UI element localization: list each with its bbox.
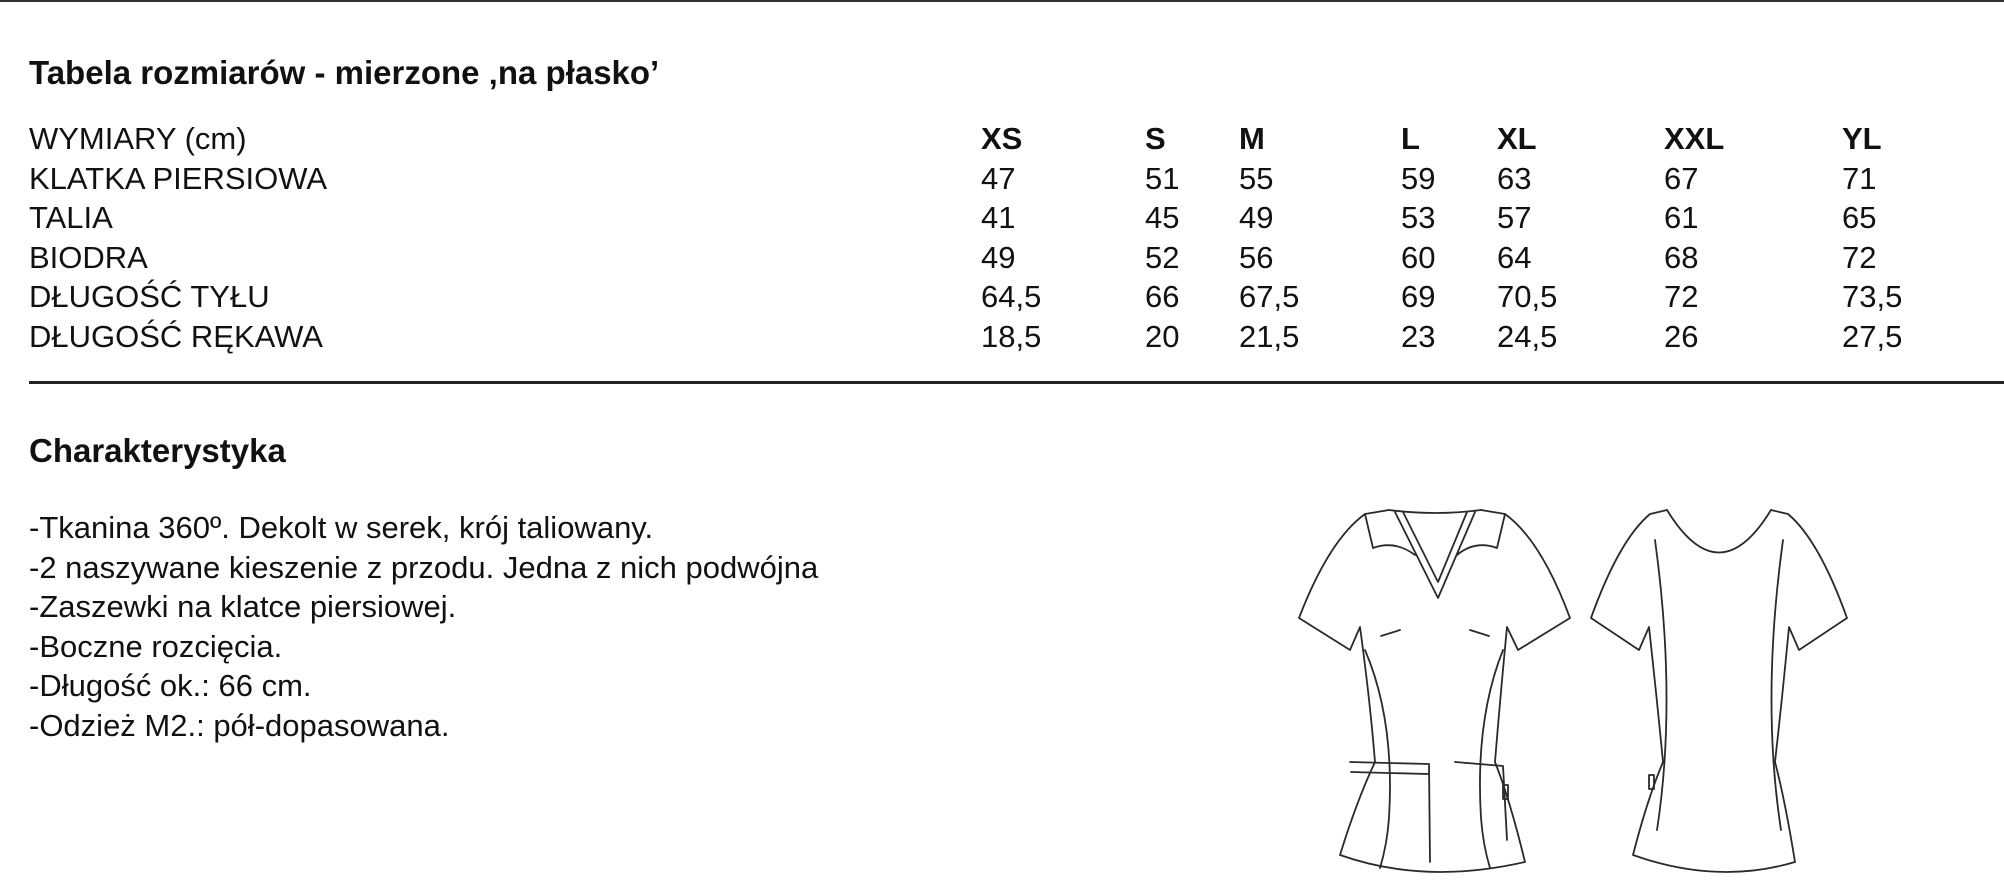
list-item: -Odzież M2.: pół-dopasowana.	[29, 707, 450, 743]
table-cell: 49	[981, 239, 1016, 275]
scrub-top-front-icon	[1299, 510, 1570, 872]
table-cell: 64,5	[981, 279, 1042, 314]
size-header-m: M	[1239, 121, 1265, 156]
table-cell: 73,5	[1842, 279, 1903, 314]
table-row	[29, 238, 1962, 278]
table-cell: 51	[1145, 160, 1180, 196]
table-cell: 71	[1842, 160, 1877, 196]
table-cell: 24,5	[1497, 318, 1558, 354]
row-label: DŁUGOŚĆ TYŁU	[29, 279, 270, 314]
row-label: DŁUGOŚĆ RĘKAWA	[29, 318, 323, 354]
characteristics-list	[29, 508, 818, 745]
row-label: TALIA	[29, 200, 113, 235]
size-chart-table	[29, 119, 1962, 356]
scrub-top-back-icon	[1591, 510, 1847, 872]
table-cell: 21,5	[1239, 318, 1300, 354]
table-cell: 56	[1239, 239, 1274, 275]
list-item: -Tkanina 360º. Dekolt w serek, krój taliowany.	[29, 510, 654, 545]
table-cell: 18,5	[981, 318, 1042, 354]
table-cell: 68	[1664, 239, 1699, 275]
table-cell: 52	[1145, 239, 1180, 275]
table-cell: 64	[1497, 239, 1532, 275]
table-cell: 20	[1145, 318, 1180, 354]
dimensions-header: WYMIARY (cm)	[29, 121, 247, 156]
table-cell: 60	[1401, 239, 1436, 275]
table-cell: 69	[1401, 279, 1436, 314]
size-header-yl: YL	[1842, 121, 1882, 156]
table-cell: 67	[1664, 160, 1699, 196]
table-row	[29, 277, 1962, 317]
table-cell: 70,5	[1497, 279, 1558, 314]
table-cell: 47	[981, 160, 1016, 196]
size-header-l: L	[1401, 121, 1420, 156]
list-item: -Boczne rozcięcia.	[29, 628, 283, 664]
table-cell: 67,5	[1239, 279, 1300, 314]
table-cell: 41	[981, 200, 1016, 235]
table-cell: 45	[1145, 200, 1180, 235]
table-cell: 61	[1664, 200, 1699, 235]
table-cell: 49	[1239, 200, 1274, 235]
size-header-xxl: XXL	[1664, 121, 1725, 156]
size-chart-title: Tabela rozmiarów - mierzone ‚na płasko’	[29, 54, 660, 91]
table-cell: 27,5	[1842, 318, 1903, 354]
top-rule	[0, 0, 2004, 2]
table-cell: 55	[1239, 160, 1274, 196]
size-header-xs: XS	[981, 121, 1023, 156]
table-cell: 63	[1497, 160, 1532, 196]
garment-illustration	[1285, 500, 1925, 891]
characteristics-title: Charakterystyka	[29, 432, 286, 469]
table-row	[29, 159, 1962, 199]
table-row	[29, 198, 1962, 238]
table-cell: 53	[1401, 200, 1436, 235]
size-header-xl: XL	[1497, 121, 1537, 156]
table-cell: 26	[1664, 318, 1699, 354]
table-cell: 65	[1842, 200, 1877, 235]
table-cell: 72	[1842, 239, 1877, 275]
section-divider	[29, 381, 2004, 384]
size-header-s: S	[1145, 121, 1166, 156]
size-header-row	[29, 119, 1962, 159]
row-label: KLATKA PIERSIOWA	[29, 160, 328, 196]
table-row	[29, 317, 1962, 357]
list-item: -Zaszewki na klatce piersiowej.	[29, 589, 457, 624]
row-label: BIODRA	[29, 239, 148, 275]
table-cell: 23	[1401, 318, 1436, 354]
list-item: -Długość ok.: 66 cm.	[29, 668, 312, 703]
table-cell: 66	[1145, 279, 1180, 314]
table-cell: 57	[1497, 200, 1532, 235]
table-cell: 72	[1664, 279, 1699, 314]
table-cell: 59	[1401, 160, 1436, 196]
list-item: -2 naszywane kieszenie z przodu. Jedna z nich podwójna	[29, 549, 819, 585]
